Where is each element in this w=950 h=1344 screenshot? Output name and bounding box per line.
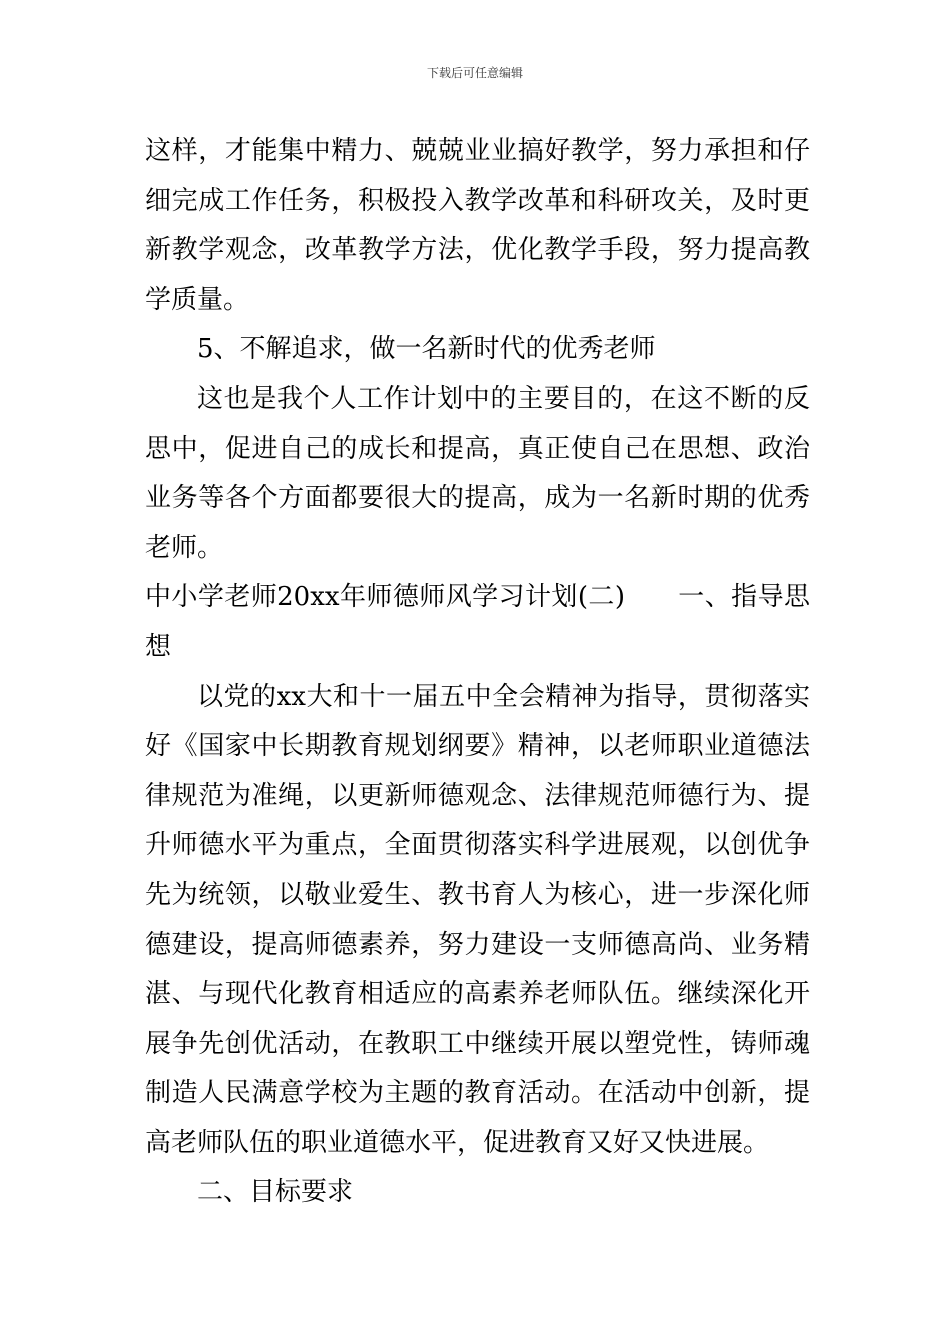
- text-line: 高老师队伍的职业道德水平，促进教育又好又快进展。: [145, 1127, 770, 1158]
- text-line: 湛、与现代化教育相适应的高素养老师队伍。继续深化开: [145, 979, 810, 1010]
- text-line: 这也是我个人工作计划中的主要目的，在这不断的反: [197, 383, 810, 414]
- section-heading: 二、目标要求: [197, 1177, 354, 1208]
- text-line: 升师德水平为重点，全面贯彻落实科学进展观，以创优争: [145, 830, 810, 861]
- document-body: [145, 127, 810, 1218]
- text-line: 想: [145, 631, 172, 662]
- section-heading: 5、不解追求，做一名新时代的优秀老师: [197, 334, 656, 365]
- text-line: 学质量。: [145, 284, 250, 315]
- text-line: 细完成工作任务，积极投入教学改革和科研攻关，及时更: [145, 185, 810, 216]
- text-line: 思中，促进自己的成长和提高，真正使自己在思想、政治: [145, 433, 810, 464]
- document-title-line: 中小学老师20xx年师德师风学习计划(二) 一、指导思: [145, 582, 810, 613]
- text-line: 业务等各个方面都要很大的提高，成为一名新时期的优秀: [145, 483, 810, 514]
- page-header: 下载后可任意编辑: [426, 66, 523, 80]
- text-line: 制造人民满意学校为主题的教育活动。在活动中创新，提: [145, 1078, 810, 1109]
- text-line: 老师。: [145, 532, 224, 563]
- text-line: 以党的xx大和十一届五中全会精神为指导，贯彻落实: [197, 681, 810, 712]
- text-line: 德建设，提高师德素养，努力建设一支师德高尚、业务精: [145, 929, 810, 960]
- text-line: 这样，才能集中精力、兢兢业业搞好教学，努力承担和仔: [145, 136, 810, 166]
- text-line: 好《国家中长期教育规划纲要》精神，以老师职业道德法: [145, 731, 810, 762]
- text-line: 展争先创优活动，在教职工中继续开展以塑党性，铸师魂: [145, 1028, 810, 1059]
- text-line: 律规范为准绳，以更新师德观念、法律规范师德行为、提: [145, 780, 810, 811]
- text-line: 新教学观念，改革教学方法，优化教学手段，努力提高教: [145, 235, 810, 266]
- text-line: 先为统领，以敬业爱生、教书育人为核心，进一步深化师: [145, 879, 810, 910]
